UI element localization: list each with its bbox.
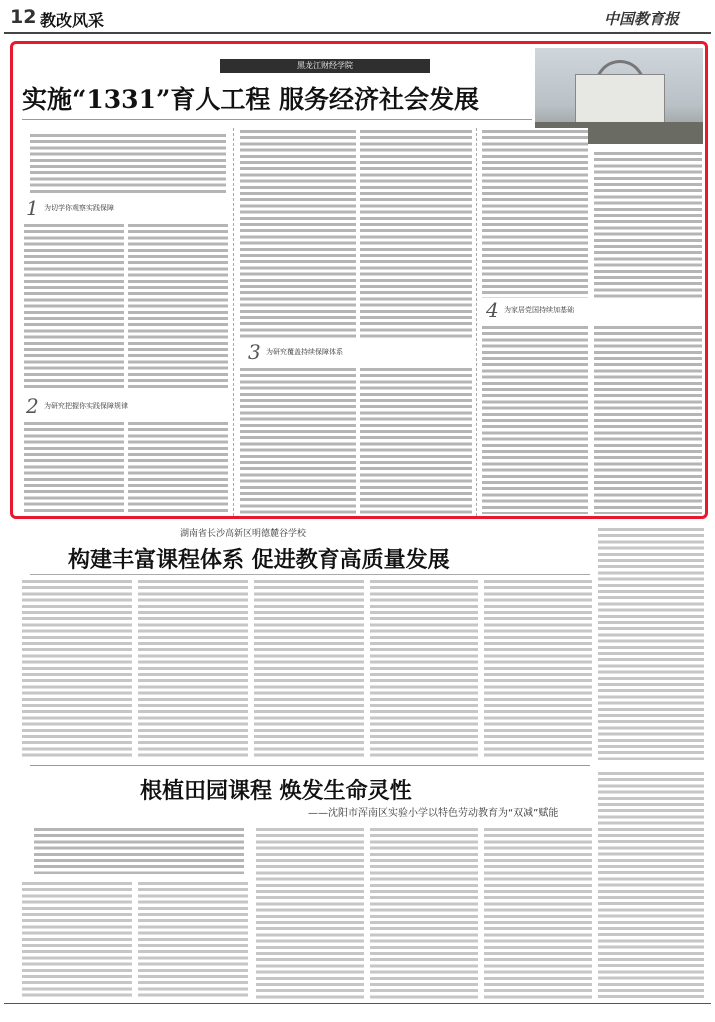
article1-title: 实施“1331”育人工程 服务经济社会发展 <box>22 85 480 114</box>
article3-col4 <box>370 826 478 1000</box>
subhead-4-num: 4 <box>486 298 499 322</box>
subhead-2-num: 2 <box>26 394 39 418</box>
article2-col2 <box>138 578 248 760</box>
article2-col1 <box>22 578 132 760</box>
subhead-2-label: 为研究把握你实践保障规律 <box>44 402 128 410</box>
article3-title: 根植田园课程 焕发生命灵性 <box>140 778 412 804</box>
article3-col6 <box>598 770 704 1000</box>
subhead-3-num: 3 <box>248 340 261 364</box>
subhead-3-label: 为研究覆盖持续保障体系 <box>266 348 343 356</box>
article3-col1 <box>22 880 132 1000</box>
article3-rule <box>30 765 590 766</box>
section-name: 教改风采 <box>40 11 105 30</box>
article3-subtitle: ——沈阳市浑南区实验小学以特色劳动教育为“双减”赋能 <box>308 808 559 819</box>
article2-title: 构建丰富课程体系 促进教育高质量发展 <box>68 547 450 573</box>
masthead-logo: 中国教育报 <box>604 10 680 28</box>
article2-rule <box>30 574 590 575</box>
article3-col3 <box>256 826 364 1000</box>
page-number: 12 <box>10 6 37 28</box>
article2-col3 <box>254 578 364 760</box>
article3-col5 <box>484 826 592 1000</box>
article2-col5 <box>484 578 592 760</box>
article2-col4 <box>370 578 478 760</box>
article3-intro <box>34 826 244 874</box>
subhead-1-label: 为切学你观察实践保障 <box>44 204 114 212</box>
subhead-1-num: 1 <box>26 196 39 220</box>
article3-col2 <box>138 880 248 1000</box>
article1-highlight-frame <box>10 41 708 519</box>
page-header <box>4 4 711 34</box>
page-footer <box>4 1003 711 1019</box>
article1-school: 黑龙江财经学院 <box>220 59 430 73</box>
article2-col6 <box>598 526 704 760</box>
article2-school: 湖南省长沙高新区明德麓谷学校 <box>180 529 307 539</box>
subhead-4-label: 为家居党国持续加基础 <box>504 306 574 314</box>
